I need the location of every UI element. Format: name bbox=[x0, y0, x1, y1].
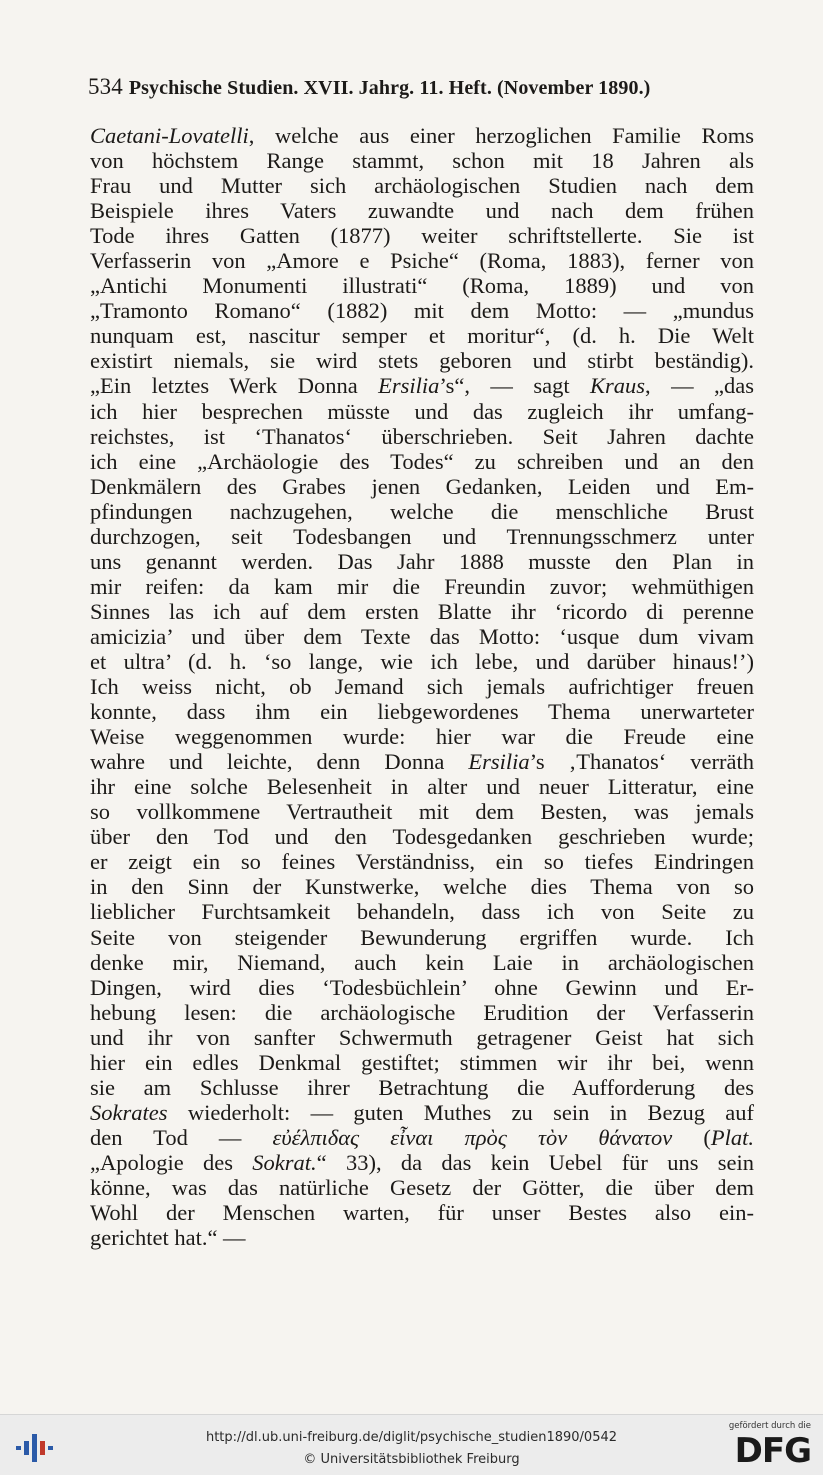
text-line: „Tramonto Romano“ (1882) mit dem Motto: — „mundus bbox=[90, 298, 754, 324]
text-line: Caetani-Lovatelli, welche aus einer herzoglichen Familie Roms bbox=[90, 123, 754, 148]
text-line: lieblicher Furchtsamkeit behandeln, dass ich von Seite zu bbox=[90, 899, 754, 925]
text-line: amicizia’ und über dem Texte das Motto: ‘usque dum vivam bbox=[90, 623, 754, 649]
running-header bbox=[88, 74, 758, 100]
text-line: „Antichi Monumenti illustrati“ (Roma, 1889) und von bbox=[90, 273, 754, 299]
text-line: „Apologie des Sokrat.“ 33), da das kein Uebel für uns sein bbox=[90, 1149, 754, 1175]
text-line: Wohl der Menschen warten, für unser Bestes also ein- bbox=[90, 1200, 754, 1226]
text-line: nunquam est, nascitur semper et moritur“, (d. h. Die Welt bbox=[90, 323, 754, 349]
text-line: et ultra’ (d. h. ‘so lange, wie ich lebe, und darüber hinaus!’) bbox=[90, 648, 754, 674]
running-title: Psychische Studien. XVII. Jahrg. 11. Heft. (November 1890.) bbox=[128, 77, 651, 99]
text-line: von höchstem Range stammt, schon mit 18 Jahren als bbox=[90, 148, 754, 174]
source-url-link[interactable]: http://dl.ub.uni-freiburg.de/diglit/psychische_studien1890/0542 bbox=[205, 1430, 618, 1445]
text-line: Seite von steigender Bewunderung ergriffen wurde. Ich bbox=[90, 924, 754, 950]
text-line: denke mir, Niemand, auch kein Laie in archäologischen bbox=[90, 949, 754, 975]
page-number: 534 bbox=[88, 74, 123, 99]
text-line: Tode ihres Gatten (1877) weiter schriftstellerte. Sie ist bbox=[90, 223, 754, 249]
text-line: „Ein letztes Werk Donna Ersilia’s“, — sagt Kraus, — „das bbox=[90, 373, 754, 399]
text-line: reichstes, ist ‘Thanatos‘ überschrieben. Seit Jahren dachte bbox=[90, 423, 754, 449]
text-line: konnte, dass ihm ein liebgewordenes Thema unerwarteter bbox=[90, 699, 754, 725]
text-line: über den Tod und den Todesgedanken geschrieben wurde; bbox=[90, 824, 754, 850]
text-line: so vollkommene Vertrautheit mit dem Besten, was jemals bbox=[90, 799, 754, 825]
text-line: hier ein edles Denkmal gestiftet; stimmen wir ihr bei, wenn bbox=[90, 1049, 754, 1075]
text-line: sie am Schlusse ihrer Betrachtung die Aufforderung des bbox=[90, 1074, 754, 1100]
text-line: pfindungen nachzugehen, welche die menschliche Brust bbox=[90, 498, 754, 524]
text-line: in den Sinn der Kunstwerke, welche dies Thema von so bbox=[90, 874, 754, 900]
dfg-logo[interactable] bbox=[719, 1421, 811, 1471]
text-line: gerichtet hat.“ — bbox=[90, 1225, 246, 1251]
text-line: uns genannt werden. Das Jahr 1888 musste den Plan in bbox=[90, 548, 754, 574]
text-line: hebung lesen: die archäologische Erudition der Verfasserin bbox=[90, 999, 754, 1025]
text-line: Weise weggenommen wurde: hier war die Freude eine bbox=[90, 724, 754, 750]
text-line: ihr eine solche Belesenheit in alter und neuer Litteratur, eine bbox=[90, 774, 754, 800]
text-line: ich eine „Archäologie des Todes“ zu schreiben und an den bbox=[90, 448, 754, 474]
text-line: könne, was das natürliche Gesetz der Götter, die über dem bbox=[90, 1174, 754, 1200]
text-line: und ihr von sanfter Schwermuth getragener Geist hat sich bbox=[90, 1024, 754, 1050]
text-line: Sinnes las ich auf dem ersten Blatte ihr ‘ricordo di perenne bbox=[90, 598, 754, 624]
text-line: durchzogen, seit Todesbangen und Trennungsschmerz unter bbox=[90, 523, 754, 549]
body-text bbox=[90, 123, 754, 1250]
text-line: Frau und Mutter sich archäologischen Studien nach dem bbox=[90, 173, 754, 199]
text-line: den Tod — εὐέλπιδας εἶναι πρὸς τὸν θάνατον (Plat. bbox=[90, 1124, 754, 1150]
text-line: Verfasserin von „Amore e Psiche“ (Roma, 1883), ferner von bbox=[90, 248, 754, 274]
text-line: ich hier besprechen müsste und das zugleich ihr umfang- bbox=[90, 398, 754, 424]
text-line: Denkmälern des Grabes jenen Gedanken, Leiden und Em- bbox=[90, 473, 754, 499]
text-line: Sokrates wiederholt: — guten Muthes zu sein in Bezug auf bbox=[90, 1099, 754, 1125]
text-line: existirt niemals, sie wird stets geboren und stirbt beständig). bbox=[90, 348, 754, 374]
text-line: Beispiele ihres Vaters zuwandte und nach dem frühen bbox=[90, 198, 754, 224]
dfg-wordmark: DFG bbox=[734, 1431, 811, 1471]
footer-bar bbox=[0, 1414, 823, 1475]
copyright-notice: © Universitätsbibliothek Freiburg bbox=[303, 1452, 520, 1467]
text-line: wahre und leichte, denn Donna Ersilia’s ‚Thanatos‘ verräth bbox=[90, 749, 754, 775]
text-line: Dingen, wird dies ‘Todesbüchlein’ ohne Gewinn und Er- bbox=[90, 974, 754, 1000]
text-line: mir reifen: da kam mir die Freundin zuvor; wehmüthigen bbox=[90, 573, 754, 599]
text-line: Ich weiss nicht, ob Jemand sich jemals aufrichtiger freuen bbox=[90, 674, 754, 700]
text-line: er zeigt ein so feines Verständniss, ein so tiefes Eindringen bbox=[90, 849, 754, 875]
dfg-caption: gefördert durch die bbox=[728, 1421, 811, 1431]
